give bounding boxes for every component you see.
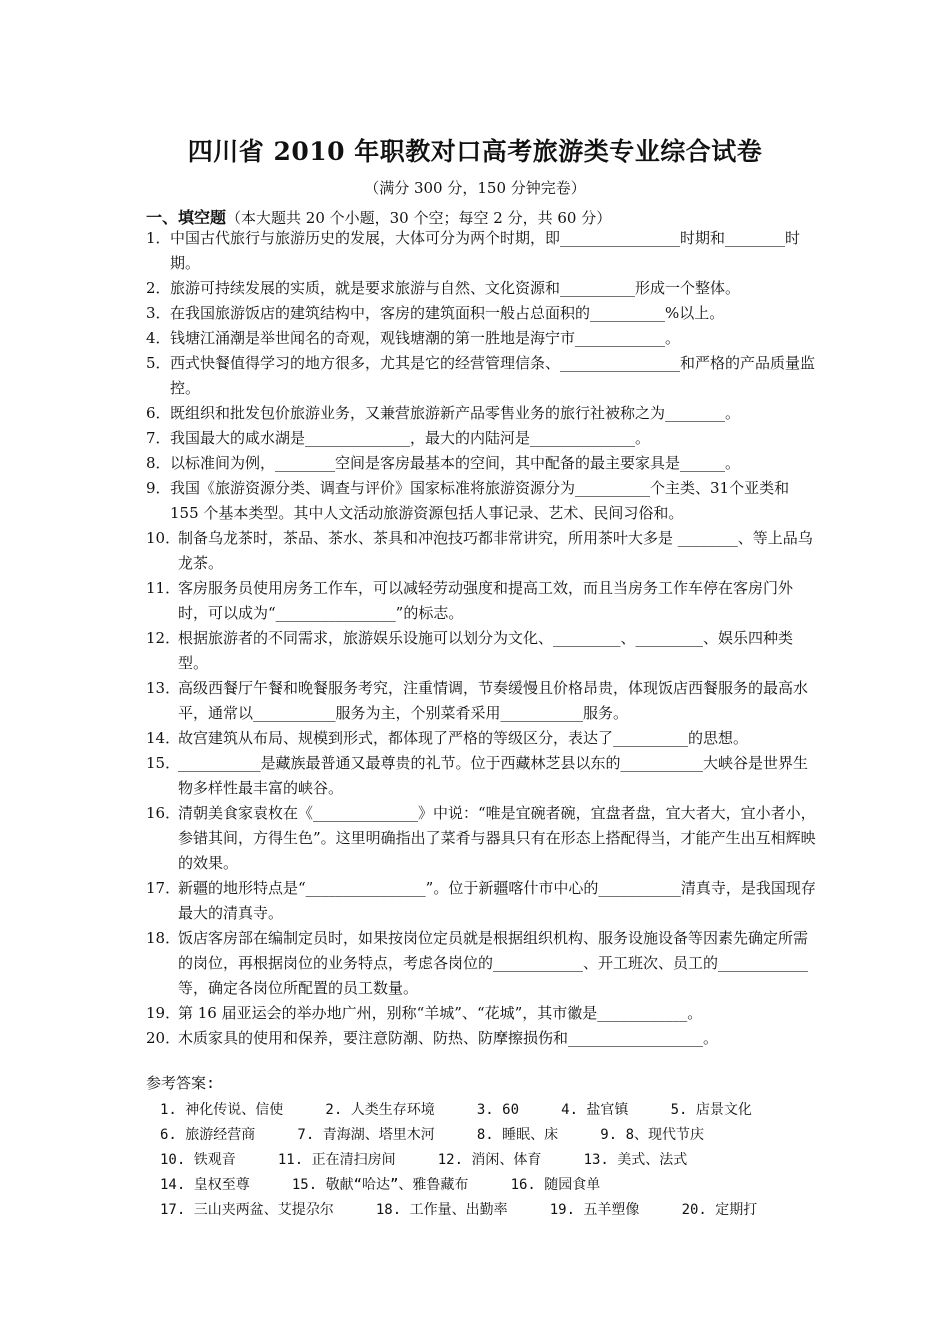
question-text: 故宫建筑从布局、规模到形式，都体现了严格的等级区分，表达了__________的思想。: [178, 729, 749, 747]
question-text: 高级西餐厅午餐和晚餐服务考究，注重情调，节奏缓慢且价格昂贵，体现饭店西餐服务的最高水平，通常以___________服务为主，个别菜肴采用___________服务。: [178, 679, 809, 722]
question-text: 木质家具的使用和保养，要注意防潮、防热、防摩擦损伤和__________________。: [178, 1029, 719, 1047]
question-number: 4．: [146, 329, 171, 347]
question-number: 9．: [146, 479, 171, 497]
question-text: 旅游可持续发展的实质，就是要求旅游与自然、文化资源和__________形成一个整体。: [170, 279, 741, 297]
question-number: 8．: [146, 454, 171, 472]
question-item: [146, 426, 816, 451]
question-item: [146, 351, 816, 401]
question-text: 制备乌龙茶时，茶品、茶水、茶具和冲泡技巧都非常讲究，所用茶叶大多是 ________、等上品乌龙茶。: [178, 529, 813, 572]
section-note: （本大题共 20 个小题，30 个空；每空 2 分，共 60 分）: [226, 209, 612, 227]
question-number: 12．: [146, 629, 181, 647]
question-number: 20．: [146, 1029, 181, 1047]
question-text: 客房服务员使用房务工作车，可以减轻劳动强度和提高工效，而且当房务工作车停在客房门外时，可以成为“________________”的标志。: [178, 579, 794, 622]
question-text: 第 16 届亚运会的举办地广州，别称“羊城”、“花城”，其市徽是____________。: [178, 1004, 703, 1022]
answer-row: 10. 铁观音 11. 正在清扫房间 12. 消闲、体育 13. 美式、法式: [160, 1152, 688, 1168]
question-text: ___________是藏族最普通又最尊贵的礼节。位于西藏林芝县以东的___________大峡谷是世界生物多样性最丰富的峡谷。: [178, 754, 809, 797]
page-subtitle: （满分 300 分，150 分钟完卷）: [364, 179, 586, 197]
question-number: 13．: [146, 679, 181, 697]
question-item: [146, 476, 816, 526]
question-text: 我国最大的咸水湖是______________，最大的内陆河是______________。: [170, 429, 651, 447]
question-number: 14．: [146, 729, 181, 747]
question-text: 清朝美食家袁枚在《______________》中说：“唯是宜碗者碗，宜盘者盘，宜大者大，宜小者小，参错其间，方得生色”。这里明确指出了菜肴与器具只有在形态上搭配得当，才能产生出互相辉映的效果。: [178, 804, 816, 872]
section-header: [146, 205, 611, 228]
question-item: [146, 326, 816, 351]
answer-row: 1. 神化传说、信使 2. 人类生存环境 3. 60 4. 盐官镇 5. 店景文化: [160, 1102, 752, 1118]
question-item: [146, 226, 816, 276]
question-text: 新疆的地形特点是“________________”。位于新疆喀什市中心的___________清真寺，是我国现存最大的清真寺。: [178, 879, 816, 922]
answer-row: 17. 三山夹两盆、艾提尕尔 18. 工作量、出勤率 19. 五羊塑像 20. 定期打: [160, 1202, 758, 1218]
question-item: [146, 1001, 816, 1026]
question-text: 我国《旅游资源分类、调查与评价》国家标准将旅游资源分为__________个主类、31个亚类和 155 个基本类型。其中人文活动旅游资源包括人事记录、艺术、民间习俗和。: [170, 479, 790, 522]
question-number: 2．: [146, 279, 171, 297]
answers-label: 参考答案:: [146, 1074, 216, 1092]
question-number: 7．: [146, 429, 171, 447]
question-item: [146, 926, 816, 1001]
question-text: 钱塘江涌潮是举世闻名的奇观，观钱塘潮的第一胜地是海宁市____________。: [170, 329, 681, 347]
question-item: [146, 726, 816, 751]
question-text: 饭店客房部在编制定员时，如果按岗位定员就是根据组织机构、服务设施设备等因素先确定所需的岗位，再根据岗位的业务特点，考虑各岗位的____________、开工班次、员工的____________等，确定各岗位所配置的员工数量。: [178, 929, 809, 997]
question-number: 3．: [146, 304, 171, 322]
section-heading: 一、填空题: [146, 208, 227, 227]
question-text: 既组织和批发包价旅游业务，又兼营旅游新产品零售业务的旅行社被称之为________。: [170, 404, 741, 422]
question-item: [146, 401, 816, 426]
question-item: [146, 626, 816, 676]
question-number: 5．: [146, 354, 171, 372]
question-number: 10．: [146, 529, 181, 547]
question-item: [146, 451, 816, 476]
question-text: 中国古代旅行与旅游历史的发展，大体可分为两个时期，即________________时期和________时期。: [170, 229, 801, 272]
question-item: [146, 751, 816, 801]
question-number: 1．: [146, 229, 171, 247]
question-text: 在我国旅游饭店的建筑结构中，客房的建筑面积一般占总面积的__________%以上。: [170, 304, 725, 322]
question-number: 18．: [146, 929, 181, 947]
question-list: [146, 226, 816, 1051]
question-item: [146, 576, 816, 626]
question-number: 16．: [146, 804, 181, 822]
question-number: 17．: [146, 879, 181, 897]
question-item: [146, 276, 816, 301]
answer-row: 6. 旅游经营商 7. 青海湖、塔里木河 8. 睡眠、床 9. 8、现代节庆: [160, 1127, 705, 1143]
answer-row: 14. 皇权至尊 15. 敬献“哈达”、雅鲁藏布 16. 随园食单: [160, 1177, 601, 1193]
question-item: [146, 526, 816, 576]
question-item: [146, 876, 816, 926]
question-item: [146, 1026, 816, 1051]
question-text: 西式快餐值得学习的地方很多，尤其是它的经营管理信条、________________和严格的产品质量监控。: [170, 354, 816, 397]
question-text: 根据旅游者的不同需求，旅游娱乐设施可以划分为文化、_________、_________、娱乐四种类型。: [178, 629, 794, 672]
question-item: [146, 676, 816, 726]
question-number: 11．: [146, 579, 181, 597]
question-number: 15．: [146, 754, 181, 772]
page-title: 四川省 2010 年职教对口高考旅游类专业综合试卷: [187, 137, 763, 166]
question-item: [146, 801, 816, 876]
question-text: 以标准间为例，________空间是客房最基本的空间，其中配备的最主要家具是______。: [170, 454, 741, 472]
question-number: 6．: [146, 404, 171, 422]
question-number: 19．: [146, 1004, 181, 1022]
question-item: [146, 301, 816, 326]
